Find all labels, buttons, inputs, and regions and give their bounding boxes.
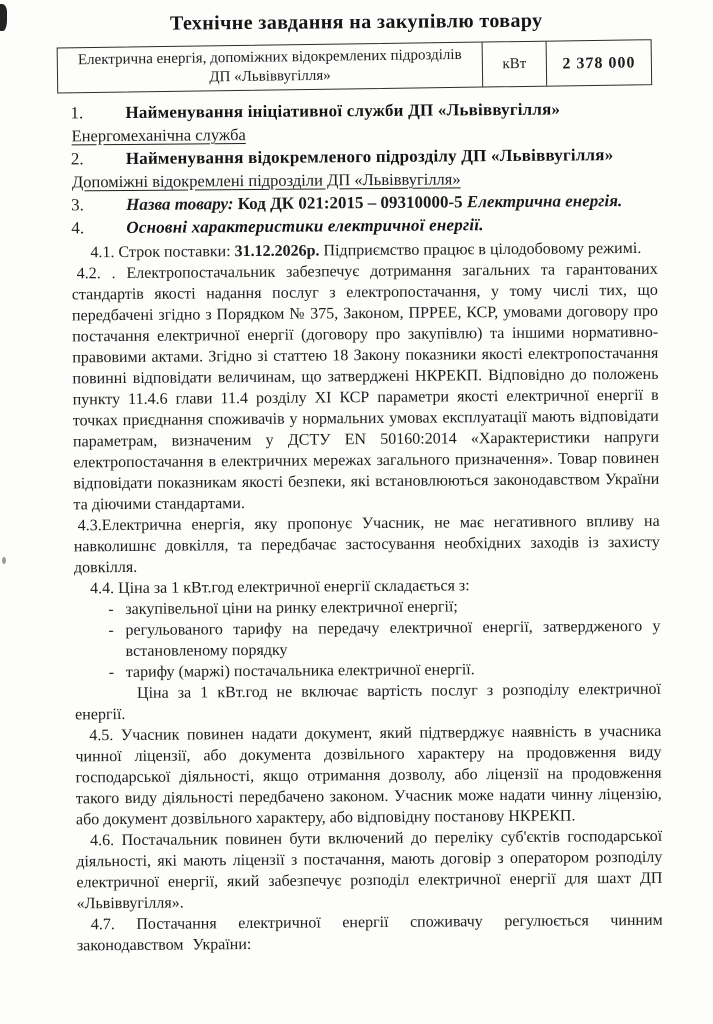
item-1-heading: Найменування ініціативної служби ДП «Львіввугілля» [125, 99, 561, 122]
document-body [71, 238, 663, 957]
bullet-dash: - [108, 622, 114, 640]
bullet-dash: - [108, 664, 115, 682]
item-4-heading: Основні характеристики електричної енергії. [126, 215, 484, 237]
bullet-dash: - [108, 601, 114, 619]
item-4 [71, 212, 658, 240]
price-component-text: закупівельної ціни на ринку електричної енергії; [125, 598, 458, 618]
section-4-6: 4.6. Постачальник повинен бути включений до переліку суб'єктів господарської діяльності, які мають ліцензії з постачання, мають договір з оператором розподілу електричної енергії, який забезпечує розподіл електричної енергії для шахт ДП «Львіввугілля». [76, 827, 663, 913]
item-3-code: Код ДК 021:2015 – 09310000-5 [233, 192, 467, 214]
item-1-number: 1. [70, 103, 84, 123]
item-3 [71, 189, 658, 217]
document-title: Технічне завдання на закупівлю товару [169, 9, 543, 35]
spec-item-name-cell [58, 43, 483, 93]
price-component-item [74, 616, 660, 663]
item-2-number: 2. [70, 149, 84, 169]
spec-item-name-line1: Електрична енергія, допоміжних відокремлених підрозділів [77, 46, 462, 69]
item-4-number: 4. [71, 218, 85, 238]
section-4-1-date: 31.12.2026р. [234, 242, 320, 261]
item-2 [71, 143, 658, 171]
section-4-4-note: Ціна за 1 кВт.год не включає вартість послуг з розподілу електричної енергії. [75, 680, 662, 724]
item-3-text [126, 189, 622, 216]
section-4-1-rest: Підприємство працює в цілодобовому режимі. [319, 239, 642, 260]
spec-item-name-line2: ДП «Львіввугілля» [209, 67, 331, 86]
item-2-heading: Найменування відокремленого підрозділу ДП «Львіввугілля» [125, 145, 614, 168]
section-4-3: 4.3.Електрична енергія, яку пропонує Учасник, не має негативного впливу на навколишнє довкілля, та передбачає застосування необхідних заходів із захисту довкілля. [73, 512, 660, 577]
section-4-7: 4.7. Постачання електричної енергії споживачу регулюється чинним законодавством України: [76, 911, 663, 955]
spec-unit-cell: кВт [482, 42, 547, 87]
spec-quantity-cell: 2 378 000 [546, 40, 652, 85]
item-3-label: Назва товару: [126, 194, 234, 214]
section-4-2: 4.2. . Електропостачальник забезпечує дотримання загальних та гарантованих стандартів якості надання послуг з електропостачання, у тому числі тих, що передбачені згідно з Порядком № 375, Законом, ПРРЕЕ, КСР, умовами договору про постачання електричної енергії (договору про закупівлю) та іншими нормативно-правовими актами. Згідно зі статтею 18 Закону показники якості електропостачання повинні відповідати величинам, що затверджені НКРЕКП. Відповідно до положень пункту 11.4.6 глави 11.4 розділу XI КСР параметри якості електричної енергії в точках приєднання споживачів у нормальних умовах експлуатації мають відповідати параметрам, визначеним у ДСТУ EN 50160:2014 «Характеристики напруги електропостачання в електричних мережах загального призначення». Товар повинен відповідати показникам якості безпеки, які встановлюються законодавством України та діючими стандартами. [71, 260, 660, 514]
item-3-number: 3. [71, 195, 84, 215]
procurement-spec-table [57, 39, 653, 93]
item-2-subtext: Допоміжні відокремлені підрозділи ДП «Львіввугілля» [71, 169, 461, 192]
item-3-value: Електрична енергія. [466, 191, 623, 212]
price-component-text: регульованого тарифу на передачу електричної енергії, затвердженого у встановленому порядку [125, 617, 661, 660]
numbered-items [70, 97, 658, 240]
section-4-4-intro: 4.4. Ціна за 1 кВт.год електричної енергії складається з: [90, 577, 470, 598]
section-4-5: 4.5. Учасник повинен надати документ, який підтверджує наявність в учасника чинної ліцензії, або документа дозвільного характеру на продовження виду господарської діяльності, якщо отримання дозволу, або ліцензії на продовження такого виду діяльності передбачено законом. Учасник може надати чинну ліцензію, або документ дозвільного характеру, або відповідну постанову НКРЕКП. [75, 722, 662, 829]
item-1-subtext: Енергомеханічна служба [71, 125, 246, 146]
price-component-text: тарифу (маржі) постачальника електричної енергії. [125, 661, 475, 681]
section-4-1-prefix: 4.1. Строк поставки: [90, 243, 235, 262]
